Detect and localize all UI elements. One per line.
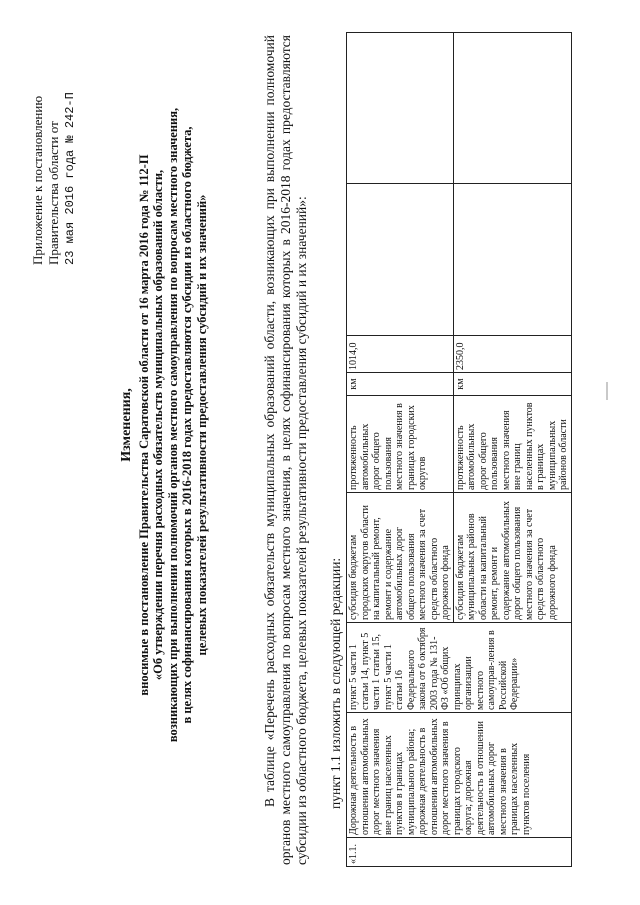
appendix-note <box>30 35 78 265</box>
subsidy-cell: субсидия бюджетам муниципальных районов области на капитальный ремонт, ремонт и содержание автомобильных дорог общего пользования местного значения за счет средств областного дорожного фонда <box>453 493 571 623</box>
appendix-line-1: Приложение к постановлению <box>30 95 45 265</box>
lead-paragraph-block <box>262 35 310 865</box>
row-number-cell: «1.1. <box>347 838 572 867</box>
lead-paragraph: В таблице «Перечень расходных обязательств муниципальных образований области, возникающих при выполнении полномочий органов местного самоуправления по вопросам местного значения, в целях софинансирования которых в 2016-2018 годах предоставляются субсидии из областного бюджета, целевых показателей результативности предоставления субсидий и их значений»: <box>262 35 309 865</box>
empty-cell <box>453 184 571 336</box>
indicator-cell: протяженность автомобильных дорог общего пользования местного значения в границах городских округов <box>347 396 454 493</box>
unit-cell: км <box>347 373 454 396</box>
scan-mark <box>606 382 608 400</box>
heading-line-4: в целях софинансирования которых в 2016-2018 годах предоставляются субсидии из областного бюджета, <box>180 126 194 724</box>
empty-cell <box>453 33 571 185</box>
heading-line-3: возникающих при выполнении полномочий органов местного самоуправления по вопросам местного значения, <box>165 107 180 743</box>
heading-title: Изменения, <box>119 388 134 462</box>
amendment-instruction: пункт 1.1 изложить в следующей редакции: <box>328 557 343 809</box>
heading-line-5: целевых показателей результативности предоставления субсидий и их значений» <box>194 194 209 656</box>
law-reference-cell: пункт 5 части 1 статьи 14, пункт 5 части 1 статьи 15, пункт 5 части 1 статьи 16 Федерального закона от 6 октября 2003 года № 131-ФЗ «Об общих принципах организации местного самоуправ-ления в Российской Федерации» <box>347 623 572 713</box>
unit-cell: км <box>453 373 571 396</box>
table-row <box>347 33 454 867</box>
value-cell: 2350,0 <box>453 336 571 373</box>
appendix-line-2: Правительства области от <box>46 121 61 265</box>
heading-line-1: вносимые в постановление Правительства Саратовской области от 16 марта 2016 года № 112-П <box>136 154 151 696</box>
heading-line-2: «Об утверждении перечня расходных обязательств муниципальных образований области, <box>151 169 165 681</box>
empty-cell <box>347 33 454 185</box>
empty-cell <box>347 184 454 336</box>
indicator-cell: протяженность автомобильных дорог общего пользования местного значения вне границ населенных пунктов в границах муниципальных районов области <box>453 396 571 493</box>
value-cell: 1014,0 <box>347 336 454 373</box>
subsidy-cell: субсидия бюджетам городских округов области на капитальный ремонт, ремонт и содержание автомобильных дорог общего пользования местного значения за счет средств областного дорожного фонда <box>347 493 454 623</box>
amendment-table <box>346 32 572 867</box>
activity-cell: Дорожная деятельность в отношении автомобильных дорог местного значения вне границ населенных пунктов в границах муниципального района; дорожная деятельность в отношении автомобильных дорог местного значения в границах городского округа; дорожная деятельность в отношении автомобильных дорог местного значения в границах населенных пунктов поселения <box>347 713 572 838</box>
appendix-date-stamp: 23 мая 2016 года № 242-П <box>63 92 77 265</box>
document-heading <box>120 85 209 765</box>
